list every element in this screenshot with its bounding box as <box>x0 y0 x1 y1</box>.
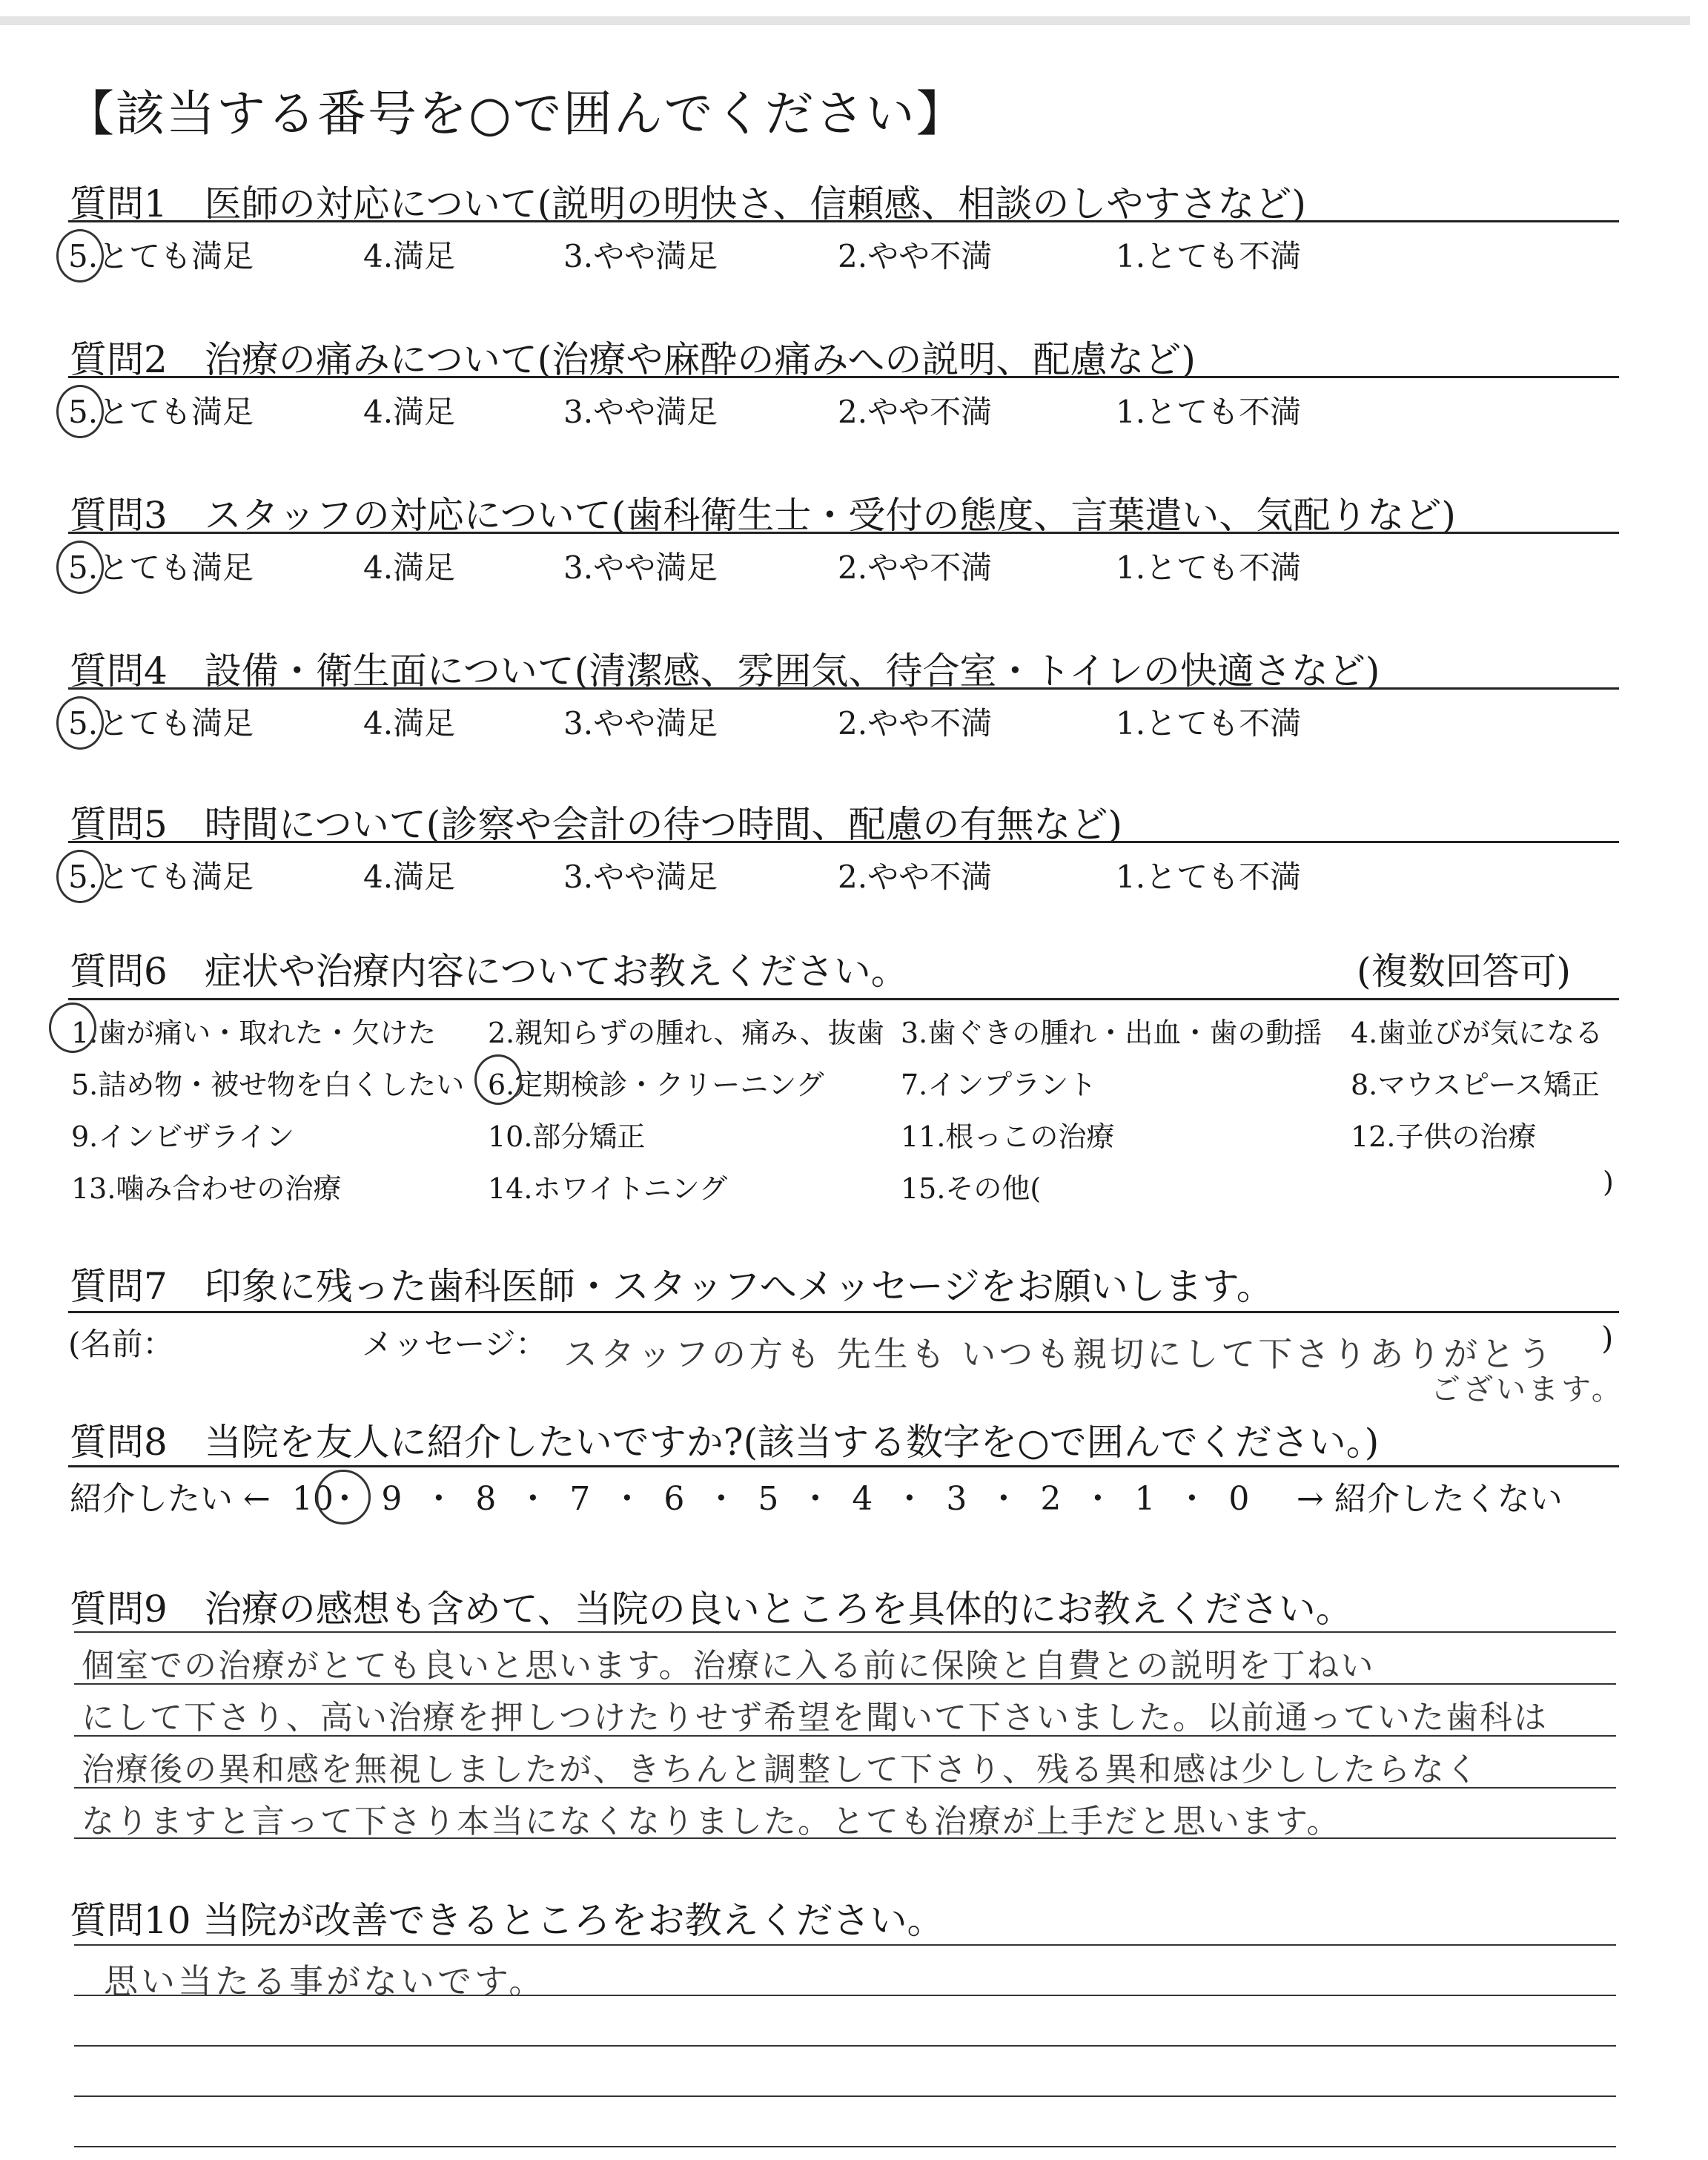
q10-line-2 <box>74 2045 1616 2047</box>
q7-message-label: メッセージ： <box>362 1326 547 1362</box>
q8-right-label: → 紹介したくない <box>1296 1480 1563 1518</box>
q2-option: 2.やや不満 <box>838 394 993 430</box>
q5-option: 5.とても満足 <box>68 859 254 895</box>
q1-rule <box>68 220 1619 222</box>
q3-option: 2.やや不満 <box>838 549 993 586</box>
q6-option: 3.歯ぐきの腫れ・出血・歯の動揺 <box>901 1017 1323 1049</box>
q5-option: 2.やや不満 <box>838 859 993 895</box>
q7-name-label: (名前： <box>68 1326 174 1362</box>
q4-option: 5.とても満足 <box>68 705 254 742</box>
q1-option: 4.満足 <box>363 238 456 274</box>
q6-option: 9.インビザライン <box>71 1120 295 1153</box>
q7-close: ) <box>1601 1320 1614 1356</box>
q8-left-label: 紹介したい ← <box>70 1480 271 1518</box>
q6-option: 12.子供の治療 <box>1351 1120 1537 1153</box>
q6-option: 1.歯が痛い・取れた・欠けた <box>71 1017 437 1049</box>
q5-option: 1.とても不満 <box>1116 859 1302 895</box>
q6-option: 10.部分矯正 <box>488 1120 646 1153</box>
q7-message-line1: スタッフの方も 先生も いつも親切にして下さりありがとう <box>563 1334 1555 1374</box>
q2-rule <box>68 376 1619 378</box>
q3-title: 質問3 スタッフの対応について(歯科衛生士・受付の態度、言葉遣い、気配りなど) <box>70 494 1456 537</box>
page-header: 【該当する番号を○で囲んでください】 <box>65 85 967 142</box>
q9-answer-line: なりますと言って下さり本当になくなりました。とても治療が上手だと思います。 <box>82 1803 1341 1840</box>
q1-circle-mark <box>56 229 104 283</box>
q6-option: 13.噛み合わせの治療 <box>71 1172 342 1205</box>
q6-option: 6.定期検診・クリーニング <box>488 1069 824 1101</box>
q10-line-3 <box>74 2095 1616 2097</box>
q4-option: 2.やや不満 <box>838 705 993 742</box>
q8-scale-number: 9 <box>381 1480 403 1518</box>
q5-circle-mark <box>56 850 104 903</box>
q4-rule <box>68 687 1619 690</box>
q6-rule <box>68 998 1619 1000</box>
scan-top-band <box>0 16 1690 25</box>
q5-rule <box>68 841 1619 843</box>
q9-title: 質問9 治療の感想も含めて、当院の良いところを具体的にお教えください。 <box>70 1588 1353 1631</box>
q8-scale-number: 0 <box>1228 1480 1250 1518</box>
q5-option: 3.やや満足 <box>563 859 718 895</box>
q6-option: 14.ホワイトニング <box>488 1172 728 1205</box>
q4-title: 質問4 設備・衛生面について(清潔感、雰囲気、待合室・トイレの快適さなど) <box>70 650 1380 693</box>
q6-title: 質問6 症状や治療内容についてお教えください。 <box>70 950 908 993</box>
q3-option: 5.とても満足 <box>68 549 254 586</box>
q4-option: 4.満足 <box>363 705 456 742</box>
q6-option: 11.根っこの治療 <box>901 1120 1115 1153</box>
q8-title: 質問8 当院を友人に紹介したいですか?(該当する数字を○で囲んでください。) <box>70 1421 1380 1464</box>
q8-circle-mark <box>316 1470 371 1525</box>
q6-option: 2.親知らずの腫れ、痛み、抜歯 <box>488 1017 884 1049</box>
q2-circle-mark <box>56 385 104 438</box>
q5-title: 質問5 時間について(診察や会計の待つ時間、配慮の有無など) <box>70 803 1122 846</box>
q3-option: 4.満足 <box>363 549 456 586</box>
q10-line-1 <box>74 1995 1616 1996</box>
q1-option: 5.とても満足 <box>68 238 254 274</box>
q3-option: 1.とても不満 <box>1116 549 1302 586</box>
q6-circle-mark <box>474 1054 522 1105</box>
q7-title: 質問7 印象に残った歯科医師・スタッフへメッセージをお願いします。 <box>70 1265 1274 1308</box>
q10-answer: 思い当たる事がないです。 <box>104 1961 546 2001</box>
q1-title: 質問1 医師の対応について(説明の明快さ、信頼感、相談のしやすさなど) <box>70 182 1306 225</box>
q3-rule <box>68 532 1619 534</box>
q7-message-line2: ございます。 <box>1431 1373 1624 1407</box>
q9-answer-line: にして下さり、高い治療を押しつけたりせず希望を聞いて下さいました。以前通っていた歯科は <box>82 1699 1548 1737</box>
q4-option: 3.やや満足 <box>563 705 718 742</box>
q6-option: 15.その他( <box>901 1172 1042 1205</box>
q1-option: 1.とても不満 <box>1116 238 1302 274</box>
q2-option: 3.やや満足 <box>563 394 718 430</box>
q8-scale-number: 1 <box>1134 1480 1156 1518</box>
q6-option: ) <box>1603 1166 1614 1198</box>
q8-scale-number: 7 <box>569 1480 591 1518</box>
q6-option: 4.歯並びが気になる <box>1351 1017 1603 1049</box>
q10-rule <box>74 1944 1616 1946</box>
q7-rule <box>68 1311 1619 1313</box>
q3-circle-mark <box>56 541 104 594</box>
q8-scale-number: 2 <box>1040 1480 1062 1518</box>
q2-option: 1.とても不満 <box>1116 394 1302 430</box>
q8-scale-number: 5 <box>758 1480 779 1518</box>
q9-rule <box>74 1631 1616 1633</box>
q2-option: 4.満足 <box>363 394 456 430</box>
q8-scale-number: 4 <box>852 1480 873 1518</box>
q6-option: 8.マウスピース矯正 <box>1351 1069 1600 1101</box>
q8-scale-number: 6 <box>663 1480 685 1518</box>
q6-multiple-note: (複数回答可) <box>1357 950 1572 993</box>
q2-option: 5.とても満足 <box>68 394 254 430</box>
q1-option: 3.やや満足 <box>563 238 718 274</box>
q10-line-4 <box>74 2146 1616 2147</box>
q9-answer-line: 治療後の異和感を無視しましたが、きちんと調整して下さり、残る異和感は少ししたらなく <box>82 1751 1480 1789</box>
q8-rule <box>68 1465 1619 1467</box>
q8-scale-number: 10 <box>291 1480 334 1518</box>
q8-scale-number: 8 <box>475 1480 497 1518</box>
q5-option: 4.満足 <box>363 859 456 895</box>
q8-scale: 紹介したい ← 10・ 9 ・ 8 ・ 7 ・ 6 ・ 5 ・ 4 ・ 3 ・ 2 ・ 1 ・ 0 → 紹介したくない <box>70 1472 1563 1519</box>
q8-scale-number: 3 <box>946 1480 967 1518</box>
q6-option: 5.詰め物・被せ物を白くしたい <box>71 1069 465 1101</box>
q6-circle-mark <box>49 1003 96 1053</box>
q4-circle-mark <box>56 696 104 750</box>
q1-option: 2.やや不満 <box>838 238 993 274</box>
q4-option: 1.とても不満 <box>1116 705 1302 742</box>
q10-title: 質問10 当院が改善できるところをお教えください。 <box>70 1899 944 1942</box>
q3-option: 3.やや満足 <box>563 549 718 586</box>
q9-answer-line: 個室での治療がとても良いと思います。治療に入る前に保険と自費との説明を丁ねい <box>82 1647 1375 1685</box>
q6-option: 7.インプラント <box>901 1069 1097 1101</box>
q2-title: 質問2 治療の痛みについて(治療や麻酔の痛みへの説明、配慮など) <box>70 338 1196 381</box>
